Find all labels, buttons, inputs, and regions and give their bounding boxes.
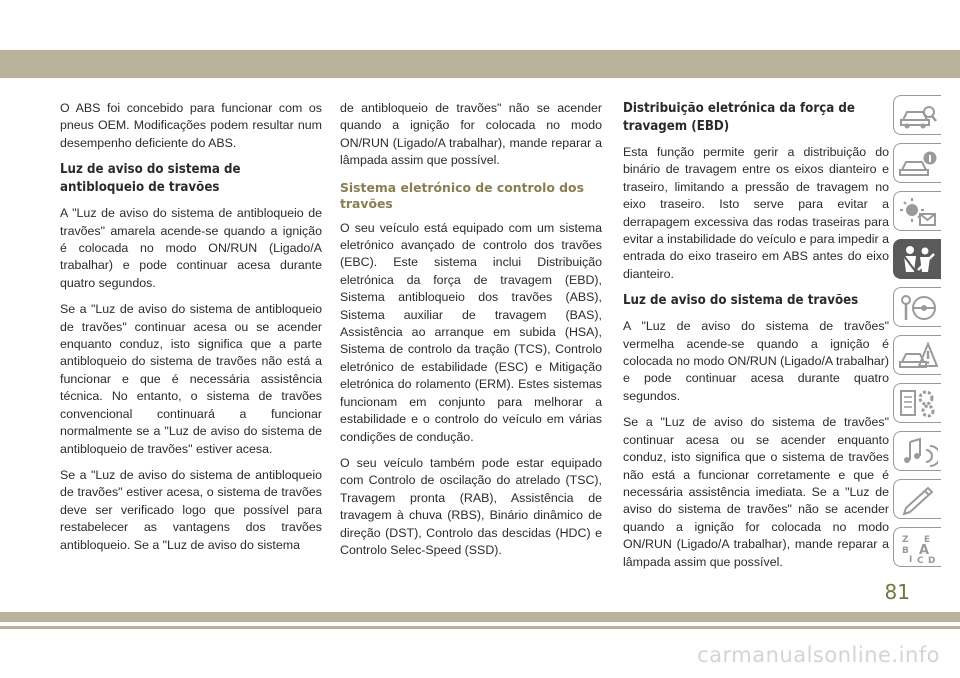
alphabet-index-icon xyxy=(898,532,938,564)
column-middle xyxy=(340,100,602,568)
paragraph: O seu veículo está equipado com um sistema eletrónico avançado de controlo dos travões (EBC). Este sistema inclui Distribuição eletrónica da força de travagem (EBD), Sistema antibloqueio dos travões (ABS), Sistema auxiliar de travagem (BAS), Assistência ao arranque em subida (HSA), Sistema de controlo da tração (TCS), Controlo eletrónico de estabilidade (ESC) e Mitigação eletrónica do rolamento (ERM). Estes sistemas funcionam em conjunto para melhorar a estabilidade e o controlo do veículo em várias condições de condução. xyxy=(340,220,602,444)
paragraph: O ABS foi concebido para funcionar com os pneus OEM. Modificações podem resultar num desempenho deficiente do ABS. xyxy=(60,101,322,150)
column-right xyxy=(623,100,889,580)
page-number: 81 xyxy=(884,580,910,604)
key-steering-icon xyxy=(898,292,938,324)
maintenance-gears-icon xyxy=(898,388,938,420)
tab-warning-lights[interactable] xyxy=(893,191,941,231)
multimedia-music-icon xyxy=(898,436,938,468)
warning-lights-icon xyxy=(898,196,938,228)
paragraph: Esta função permite gerir a distribuição do binário de travagem entre os eixos dianteiro e traseiro, limitando a pressão de travagem no eixo traseiro. Isto serve para evitar a derrapagem excessiva das rodas traseiras para evitar a instabilidade do veículo e para impedir a entrada do eixo traseiro em ABS antes do eixo dianteiro. xyxy=(623,145,889,281)
tab-multimedia[interactable] xyxy=(893,431,941,471)
car-search-icon xyxy=(898,100,938,132)
tab-starting-operating[interactable] xyxy=(893,287,941,327)
tab-servicing-maintenance[interactable] xyxy=(893,383,941,423)
tab-technical-specs[interactable] xyxy=(893,479,941,519)
top-band xyxy=(0,50,960,78)
tab-instrument-panel[interactable] xyxy=(893,143,941,183)
tab-emergency[interactable] xyxy=(893,335,941,375)
paragraph: Se a "Luz de aviso do sistema de antibloqueio de travões" continuar acesa ou se acender enquanto conduz, isto significa que a parte antibloqueio do sistema de travões não está a funcionar e que é necessária assistência técnica. No entanto, o sistema de travões convencional continuará a funcionar normalmente se a "Luz de aviso do sistema de antibloqueio de travões" estiver acesa. xyxy=(60,302,322,456)
tab-getting-to-know[interactable] xyxy=(893,95,941,135)
index-letter: B xyxy=(902,546,909,556)
tab-index[interactable] xyxy=(893,527,941,567)
section-heading-ebd: Distribuição eletrónica da força de travagem (EBD) xyxy=(623,101,855,134)
seatbelt-airbag-icon xyxy=(898,244,938,276)
hazard-triangle-icon xyxy=(898,340,938,372)
paragraph: O seu veículo também pode estar equipado com Controlo de oscilação do atrelado (TSC), Travagem pronta (RAB), Assistência de travagem à chuva (RBS), Binário dinâmico de direção (DST), Controlo das descidas (HDC) e Controlo Selec-Speed (SSD). xyxy=(340,455,602,557)
paragraph: A "Luz de aviso do sistema de travões" vermelha acende-se quando a ignição é colocada no modo ON/RUN (Ligado/A trabalhar) e pode continuar acesa durante quatro segundos. xyxy=(623,319,889,403)
index-letter: E xyxy=(924,535,931,545)
car-info-icon xyxy=(898,148,938,180)
paragraph: Se a "Luz de aviso do sistema de travões" continuar acesa ou se acender enquanto conduz, isto significa que o sistema de travões não está a funcionar corretamente e que é necessária assistência imediata. Se a "Luz de aviso do sistema de travões" não se acender quando a ignição for colocada no modo ON/RUN (Ligado/A trabalhar), mande reparar a lâmpada assim que possível. xyxy=(623,415,889,569)
index-letter: Z xyxy=(902,535,909,545)
section-heading-abs-warning: Luz de aviso do sistema de antibloqueio de travões xyxy=(60,162,241,196)
tab-safety[interactable] xyxy=(893,239,941,279)
column-left xyxy=(60,100,322,563)
section-heading-brake-warning: Luz de aviso do sistema de travões xyxy=(623,293,859,309)
pencil-icon xyxy=(898,484,938,516)
section-heading-ebc: Sistema eletrónico de controlo dos travões xyxy=(340,179,584,211)
index-letter: I xyxy=(909,555,913,564)
index-letter: C xyxy=(917,556,924,564)
paragraph: Se a "Luz de aviso do sistema de antibloqueio de travões" estiver acesa, o sistema de travões deve ser verificado logo que possível para restabelecer as vantagens dos travões antibloqueio. Se a "Luz de aviso do sistema xyxy=(60,467,322,552)
paragraph: A "Luz de aviso do sistema de antibloqueio de travões" amarela acende-se quando a ignição é colocada no modo ON/RUN (Ligado/A trabalhar) e pode continuar acesa durante quatro segundos. xyxy=(60,206,322,290)
bottom-rule xyxy=(0,626,960,629)
chapter-tabs xyxy=(893,95,945,575)
paragraph: de antibloqueio de travões" não se acender quando a ignição for colocada no modo ON/RUN (Ligado/A trabalhar), mande reparar a lâmpada assim que possível. xyxy=(340,101,602,168)
index-letter: D xyxy=(928,556,936,564)
bottom-band xyxy=(0,612,960,622)
index-letter: A xyxy=(919,543,930,558)
watermark: carmanualsonline.info xyxy=(697,643,940,667)
